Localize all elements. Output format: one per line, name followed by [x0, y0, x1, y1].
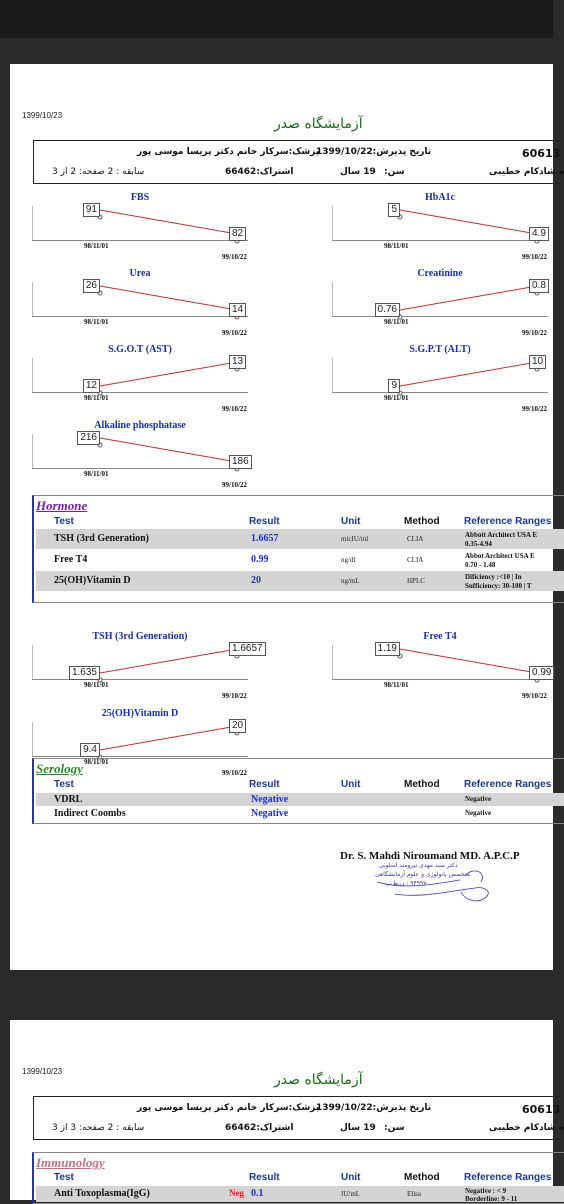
chart-date-label: 99/10/22 — [222, 253, 247, 261]
chart-value-label: 0.76 — [375, 303, 400, 317]
col-reference: Reference Ranges — [464, 516, 552, 527]
test-reference-2: Sufficiency: 30-100 | T — [465, 582, 532, 590]
chart-value-label: 82 — [229, 227, 246, 241]
chart-title: Urea — [129, 268, 151, 279]
chart-y-axis — [332, 645, 333, 679]
chart-value-label: 1.635 — [69, 666, 100, 680]
chart-segment — [400, 649, 537, 673]
signature-stamp — [365, 862, 515, 912]
chart-date-label: 99/10/22 — [522, 329, 547, 337]
chart-segment — [400, 286, 537, 310]
chart-value-label: 12 — [83, 379, 100, 393]
chart-value-label: 9.4 — [80, 743, 100, 757]
chart-title: FBS — [130, 192, 150, 203]
patient-header-box — [33, 1096, 564, 1140]
chart-value-label: 216 — [77, 431, 100, 445]
chart-y-axis — [332, 206, 333, 240]
chart-date-label: 99/10/22 — [522, 253, 547, 261]
chart-x-axis — [332, 240, 548, 241]
chart-value-label: 14 — [229, 303, 246, 317]
chart-x-axis — [32, 392, 248, 393]
chart-y-axis — [332, 358, 333, 392]
table-row — [36, 571, 564, 591]
result-flag: Neg — [229, 1188, 244, 1198]
chart-value-label: 186 — [229, 455, 252, 469]
chart-x-axis — [332, 679, 548, 680]
chart-title: 25(OH)Vitamin D — [101, 708, 179, 719]
chart-title: Creatinine — [417, 268, 463, 279]
age-label: سن: — [384, 167, 405, 177]
chart-date-label: 98/11/01 — [384, 394, 409, 402]
chart-value-label: 10 — [529, 355, 546, 369]
test-reference-1: Dificiency :<10 | In — [465, 573, 522, 581]
test-result: 0.99 — [251, 554, 269, 565]
test-method: CLIA — [407, 535, 424, 543]
admission-date: تاریخ پذیرش:1399/10/22 — [316, 147, 432, 157]
test-reference: Negative — [465, 809, 492, 817]
test-result: 20 — [251, 575, 261, 586]
chart-value-label: 0.99 — [529, 666, 554, 680]
chart-value-label: 1.6657 — [229, 642, 266, 656]
serology-title: Serology — [36, 761, 83, 776]
chart-date-label: 99/10/22 — [222, 481, 247, 489]
test-method: HPLC — [407, 577, 425, 585]
chart-date-label: 99/10/22 — [222, 692, 247, 700]
serology-section — [32, 758, 564, 824]
chart-segment — [100, 362, 237, 386]
col-method: Method — [404, 516, 440, 527]
report-date: 1399/10/23 — [22, 1067, 63, 1076]
report-page-1 — [10, 64, 564, 970]
doctor-name: پزشک:سرکار خانم دکتر پریسا موسی پور — [137, 1103, 320, 1113]
col-result: Result — [249, 1172, 280, 1183]
test-reference-1: Negative : < 9 — [465, 1187, 507, 1195]
chart-y-axis — [332, 282, 333, 316]
chart-value-label: 0.8 — [529, 279, 549, 293]
chart-y-axis — [32, 282, 33, 316]
test-result: Negative — [251, 808, 289, 819]
table-row — [36, 793, 564, 806]
age-value: 19 سال — [340, 167, 376, 177]
col-unit: Unit — [341, 516, 361, 527]
chart-trend-line — [10, 64, 11, 65]
stamp-line-1: دکتر سید مهدی نیرومند اسلوبی — [379, 862, 458, 869]
test-unit: IU/mL — [341, 1190, 361, 1198]
chart-date-label: 99/10/22 — [522, 692, 547, 700]
hormone-title: Hormone — [36, 498, 88, 513]
hormone-section — [32, 495, 564, 603]
report-date: 1399/10/23 — [22, 111, 63, 120]
test-unit: ng/dl — [341, 556, 356, 564]
patient-id: 60613 — [522, 1103, 561, 1116]
test-method: Elisa — [407, 1190, 421, 1198]
col-method: Method — [404, 779, 440, 790]
test-method: CLIA — [407, 556, 424, 564]
col-reference: Reference Ranges — [464, 1172, 552, 1183]
test-result: Negative — [251, 794, 289, 805]
chart-date-label: 98/11/01 — [84, 318, 109, 326]
chart-segment — [400, 362, 537, 386]
chart-date-label: 98/11/01 — [84, 681, 109, 689]
age-value: 19 سال — [340, 1123, 376, 1133]
table-row — [36, 807, 564, 820]
chart-value-label: 20 — [229, 719, 246, 733]
chart-x-axis — [32, 756, 248, 757]
col-test: Test — [54, 1172, 74, 1183]
chart-date-label: 99/10/22 — [222, 329, 247, 337]
signature-scribble — [365, 862, 515, 912]
table-row — [36, 1186, 564, 1202]
subscription-number: اشتراک:66462 — [225, 167, 294, 177]
physician-name: Dr. S. Mahdi Niroumand MD. A.P.C.P — [340, 850, 520, 862]
chart-value-label: 4.9 — [529, 227, 549, 241]
test-name: Free T4 — [54, 554, 88, 565]
chart-date-label: 99/10/22 — [222, 405, 247, 413]
test-name: 25(OH)Vitamin D — [54, 575, 131, 586]
col-test: Test — [54, 516, 74, 527]
test-reference-1: Abbot Architect USA E — [465, 552, 535, 560]
chart-title: S.G.P.T (ALT) — [409, 344, 471, 355]
chart-date-label: 98/11/01 — [84, 394, 109, 402]
table-row — [36, 529, 564, 549]
chart-x-axis — [332, 316, 548, 317]
test-reference-2: 0.35-4.94 — [465, 540, 492, 548]
admission-date: تاریخ پذیرش:1399/10/22 — [316, 1103, 432, 1113]
test-result: 1.6657 — [251, 533, 279, 544]
chart-date-label: 99/10/22 — [222, 769, 247, 777]
chart-segment — [100, 286, 237, 310]
chart-y-axis — [32, 722, 33, 756]
test-reference-1: Abbott Architect USA E — [465, 531, 538, 539]
age-label: سن: — [384, 1123, 405, 1133]
chart-segment — [100, 649, 237, 673]
col-result: Result — [249, 516, 280, 527]
status-bar — [0, 0, 553, 38]
test-name: Anti Toxoplasma(IgG) — [54, 1188, 150, 1199]
stamp-line-2: متخصص پاتولوژی و علوم آزمایشگاهی — [375, 871, 471, 878]
col-unit: Unit — [341, 779, 361, 790]
sheet-info: سابقه : 2 صفحه: 3 از 3 — [52, 1123, 145, 1133]
test-name: TSH (3rd Generation) — [54, 533, 149, 544]
doctor-name: پزشک:سرکار خانم دکتر پریسا موسی پور — [137, 147, 320, 157]
patient-id: 60613 — [522, 147, 561, 160]
chart-date-label: 98/11/01 — [384, 681, 409, 689]
chart-title: TSH (3rd Generation) — [92, 631, 188, 642]
sheet-info: سابقه : 2 صفحه: 2 از 3 — [52, 167, 145, 177]
chart-value-label: 5 — [388, 203, 400, 217]
lab-title: آزمایشگاه صدر — [274, 1072, 363, 1088]
patient-name: ه شادکام خطیبی — [489, 1123, 564, 1133]
chart-value-label: 91 — [83, 203, 100, 217]
chart-y-axis — [32, 206, 33, 240]
chart-value-label: 13 — [229, 355, 246, 369]
subscription-number: اشتراک:66462 — [225, 1123, 294, 1133]
chart-title: HbA1c — [425, 192, 455, 203]
test-reference-2: Borderline: 9 - 11 — [465, 1195, 518, 1203]
report-page-2 — [10, 1020, 564, 1203]
chart-date-label: 98/11/01 — [384, 318, 409, 326]
col-result: Result — [249, 779, 280, 790]
lab-title: آزمایشگاه صدر — [274, 116, 363, 132]
chart-x-axis — [332, 392, 548, 393]
chart-date-label: 98/11/01 — [384, 242, 409, 250]
chart-x-axis — [32, 679, 248, 680]
chart-segment — [400, 210, 537, 234]
chart-x-axis — [32, 240, 248, 241]
chart-value-label: 9 — [388, 379, 400, 393]
test-reference: Negative — [465, 795, 492, 803]
chart-title: Alkaline phosphatase — [94, 420, 186, 431]
chart-segment — [100, 438, 237, 462]
patient-header-box — [33, 140, 564, 184]
test-result: 0.1 — [251, 1188, 264, 1199]
chart-x-axis — [32, 316, 248, 317]
test-name: Indirect Coombs — [54, 808, 126, 819]
chart-date-label: 99/10/22 — [522, 405, 547, 413]
col-reference: Reference Ranges — [464, 779, 552, 790]
test-unit: micIU/ml — [341, 535, 369, 543]
test-name: VDRL — [54, 794, 83, 805]
patient-name: ه شادکام خطیبی — [489, 167, 564, 177]
test-unit: ng/mL — [341, 577, 360, 585]
chart-segment — [100, 726, 237, 750]
stamp-line-3: ۹۴۹۹۷ : ن.ظ.پ — [385, 880, 427, 887]
table-row — [36, 550, 564, 570]
chart-y-axis — [32, 645, 33, 679]
chart-title: S.G.O.T (AST) — [108, 344, 172, 355]
col-method: Method — [404, 1172, 440, 1183]
col-test: Test — [54, 779, 74, 790]
chart-value-label: 1.19 — [375, 642, 400, 656]
immunology-section — [32, 1152, 564, 1204]
chart-y-axis — [32, 434, 33, 468]
chart-date-label: 98/11/01 — [84, 242, 109, 250]
col-unit: Unit — [341, 1172, 361, 1183]
chart-y-axis — [32, 358, 33, 392]
chart-value-label: 26 — [83, 279, 100, 293]
chart-x-axis — [32, 468, 248, 469]
immunology-title: Immunology — [36, 1155, 105, 1170]
chart-date-label: 98/11/01 — [84, 470, 109, 478]
test-reference-2: 0.70 - 1.48 — [465, 561, 496, 569]
chart-segment — [100, 210, 237, 234]
chart-date-label: 98/11/01 — [84, 758, 109, 766]
chart-title: Free T4 — [423, 631, 457, 642]
